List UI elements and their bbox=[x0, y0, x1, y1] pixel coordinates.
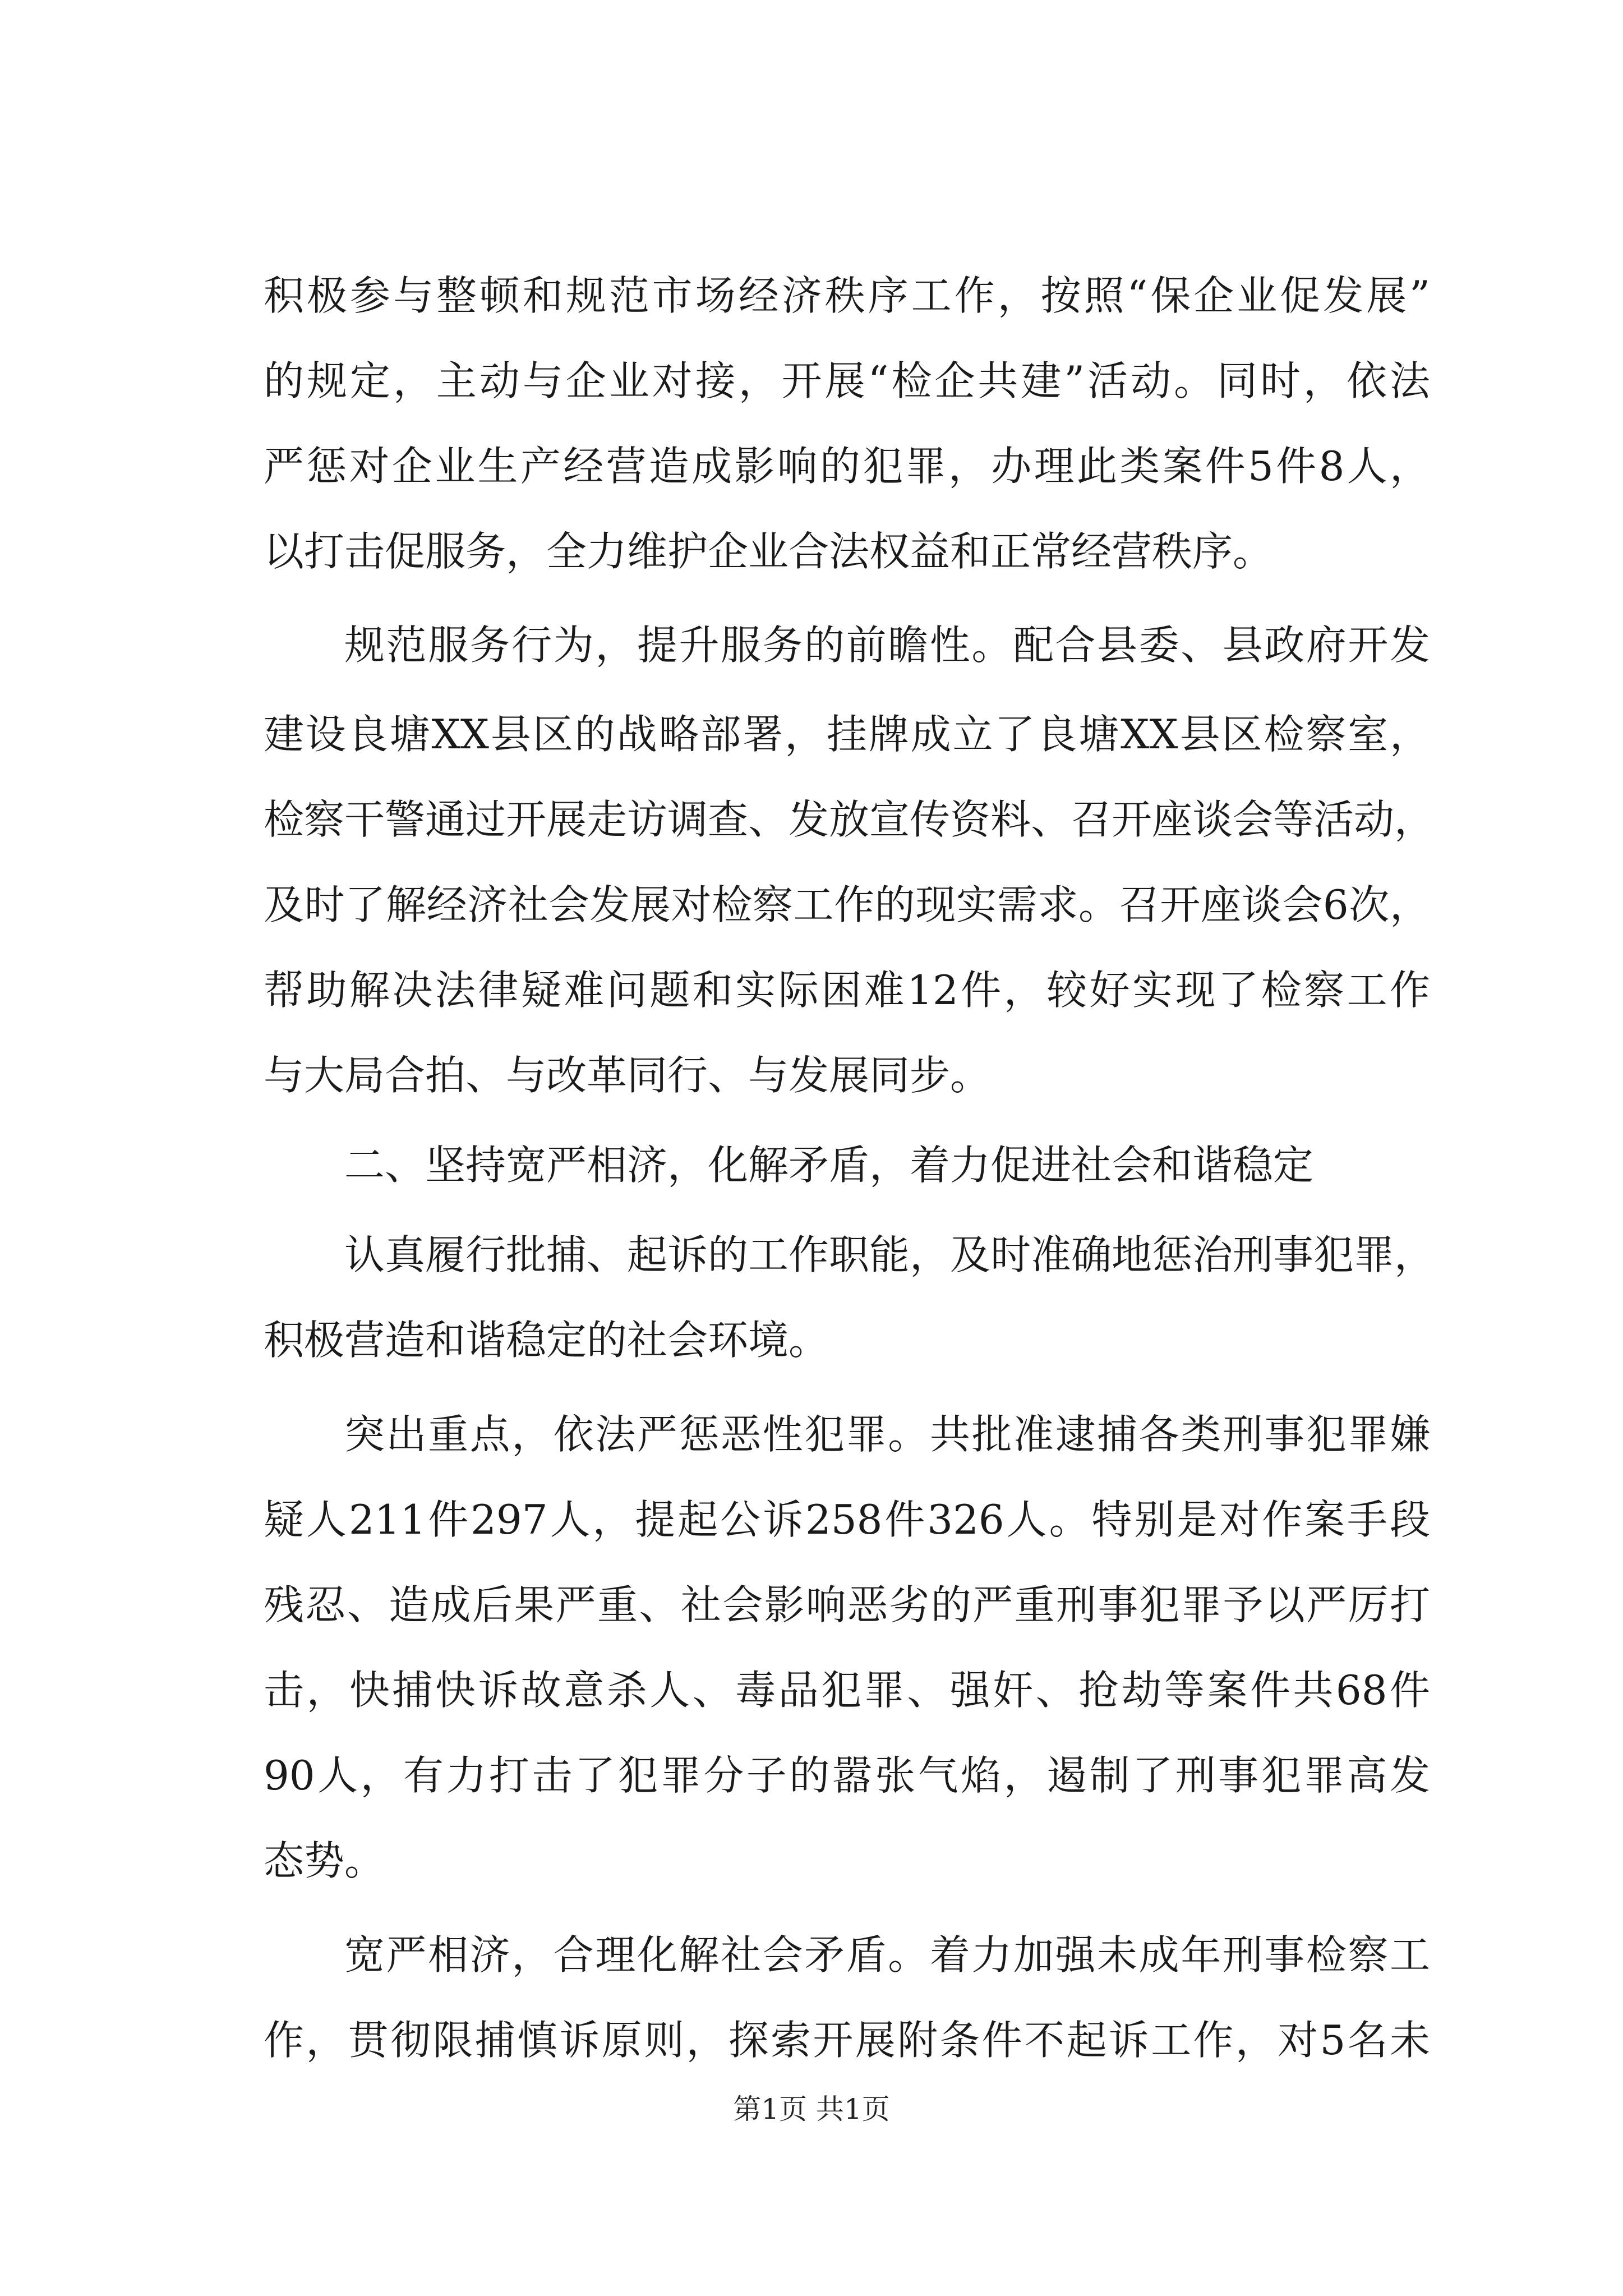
text-line-10: 与大局合拍、与改革同行、与发展同步。 bbox=[264, 1052, 991, 1099]
text-line-13: 积极营造和谐稳定的社会环境。 bbox=[264, 1317, 829, 1364]
text-line-21: 作，贯彻限捕慎诉原则，探索开展附条件不起诉工作，对5名未 bbox=[264, 2017, 1430, 2064]
text-line-4: 以打击促服务，全力维护企业合法权益和正常经营秩序。 bbox=[264, 528, 1274, 575]
text-line-6: 建设良塘XX县区的战略部署，挂牌成立了良塘XX县区检察室， bbox=[264, 711, 1430, 758]
text-line-3: 严惩对企业生产经营造成影响的犯罪，办理此类案件5件8人， bbox=[264, 443, 1430, 490]
text-line-17: 击，快捕快诉故意杀人、毒品犯罪、强奸、抢劫等案件共68件 bbox=[264, 1667, 1430, 1714]
text-line-8: 及时了解经济社会发展对检察工作的现实需求。召开座谈会6次， bbox=[264, 881, 1430, 928]
text-line-20: 宽严相济，合理化解社会矛盾。着力加强未成年刑事检察工 bbox=[344, 1931, 1430, 1978]
text-line-15: 疑人211件297人，提起公诉258件326人。特别是对作案手段 bbox=[264, 1496, 1430, 1543]
page-number-footer: 第1页 共1页 bbox=[733, 2093, 890, 2125]
text-line-19: 态势。 bbox=[264, 1837, 385, 1884]
text-line-9: 帮助解决法律疑难问题和实际困难12件，较好实现了检察工作 bbox=[264, 967, 1430, 1014]
text-line-18: 90人，有力打击了犯罪分子的嚣张气焰，遏制了刑事犯罪高发 bbox=[264, 1752, 1430, 1799]
text-line-5: 规范服务行为，提升服务的前瞻性。配合县委、县政府开发 bbox=[344, 622, 1430, 669]
text-line-12: 认真履行批捕、起诉的工作职能，及时准确地惩治刑事犯罪， bbox=[344, 1231, 1435, 1278]
section-heading: 二、坚持宽严相济，化解矛盾，着力促进社会和谐稳定 bbox=[344, 1142, 1314, 1189]
text-line-16: 残忍、造成后果严重、社会影响恶劣的严重刑事犯罪予以严厉打 bbox=[264, 1581, 1430, 1628]
text-line-7: 检察干警通过开展走访调查、发放宣传资料、召开座谈会等活动， bbox=[264, 796, 1435, 843]
text-line-14: 突出重点，依法严惩恶性犯罪。共批准逮捕各类刑事犯罪嫌 bbox=[344, 1411, 1430, 1458]
text-line-1: 积极参与整顿和规范市场经济秩序工作，按照“保企业促发展” bbox=[264, 272, 1430, 319]
text-line-2: 的规定，主动与企业对接，开展“检企共建”活动。同时，依法 bbox=[264, 357, 1430, 404]
